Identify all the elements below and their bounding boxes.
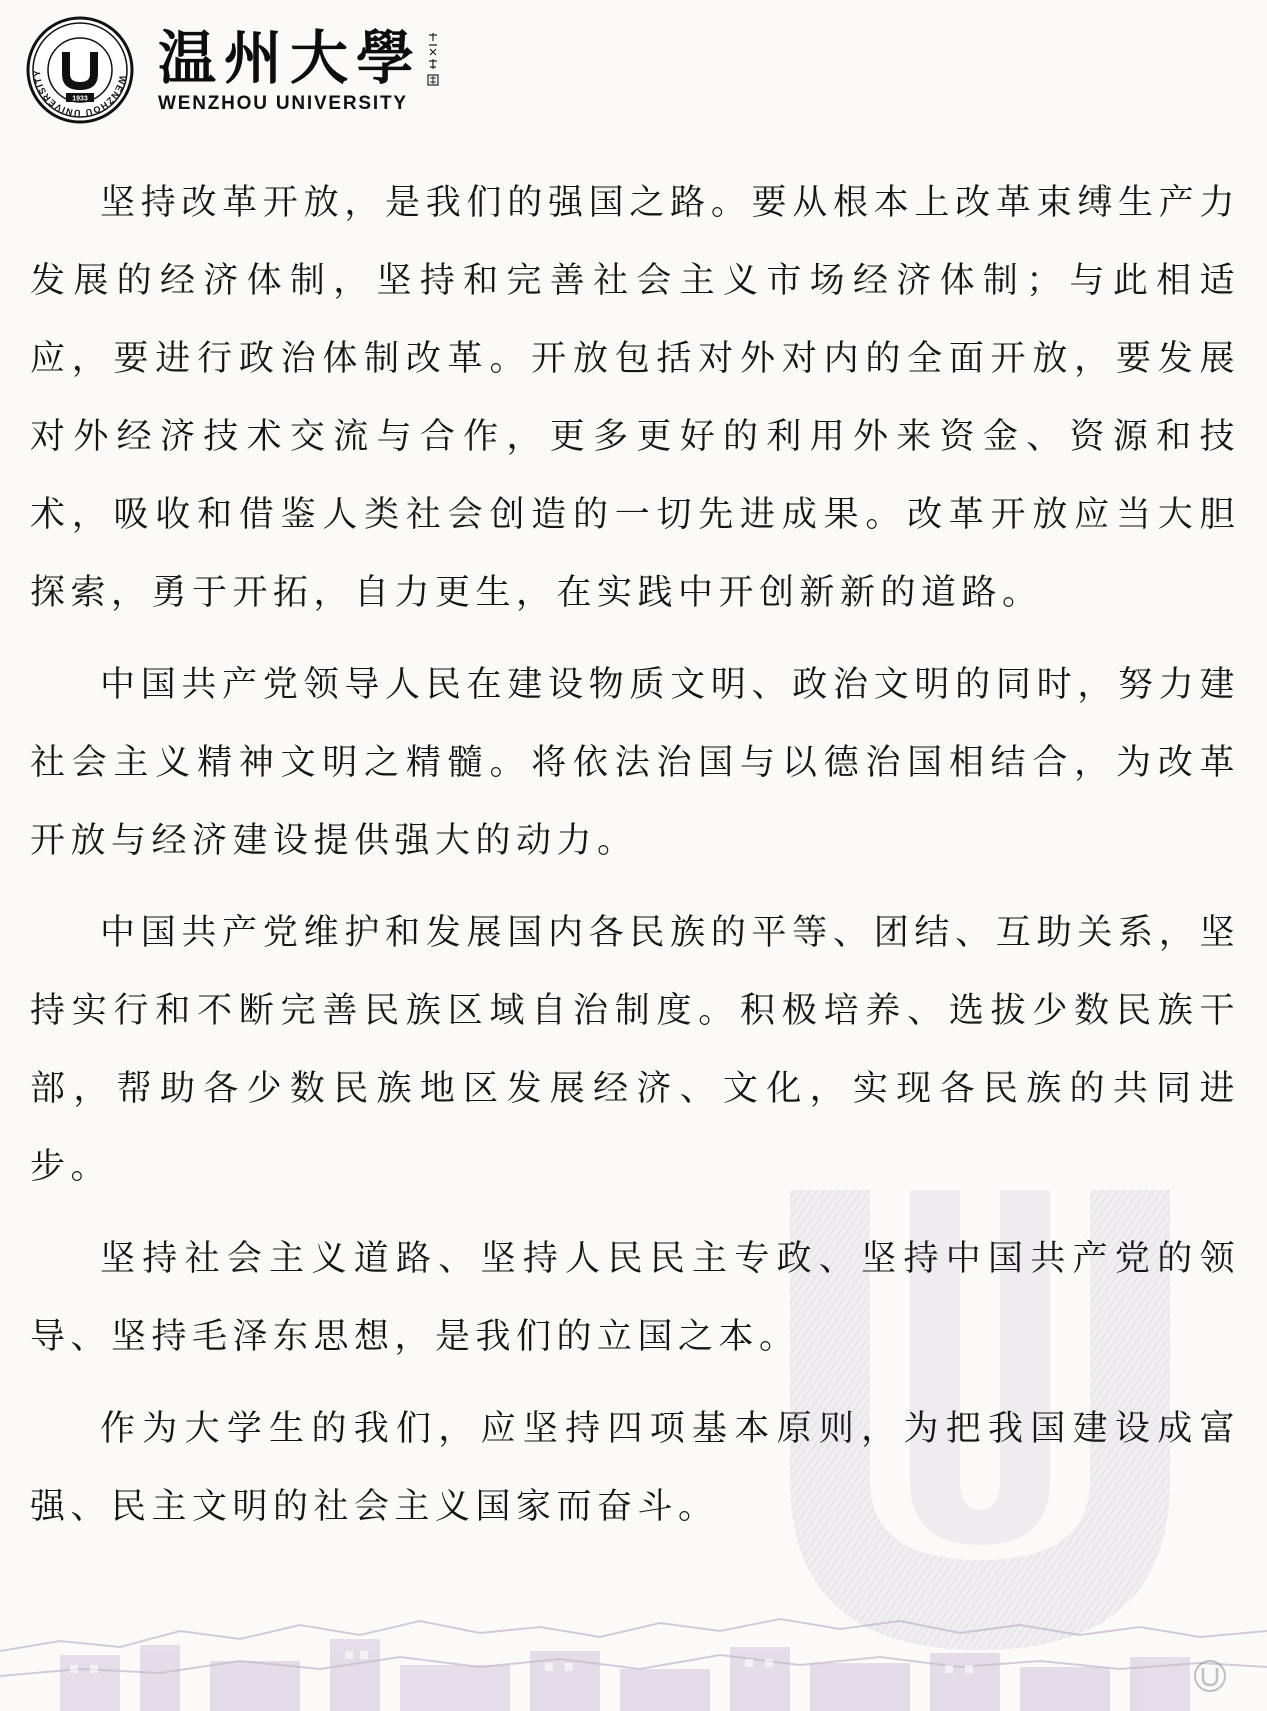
essay-paragraph: 中国共产党维护和发展国内各民族的平等、团结、互助关系，坚持实行和不断完善民族区域自治制度。积极培养、选拔少数民族干部，帮助各少数民族地区发展经济、文化，实现各民族的共同进步。 xyxy=(30,913,1240,1187)
campus-skyline-illustration xyxy=(0,1581,1267,1711)
bottom-watermark xyxy=(1193,1659,1227,1693)
letterhead xyxy=(26,20,440,120)
university-name-en: WENZHOU UNIVERSITY xyxy=(158,93,408,114)
essay-body xyxy=(30,164,1240,1560)
calligrapher-signature-icon xyxy=(426,31,440,89)
essay-paragraph: 坚持社会主义道路、坚持人民民主专政、坚持中国共产党的领导、坚持毛泽东思想，是我们的立国之本。 xyxy=(30,1239,1240,1357)
svg-text:1933: 1933 xyxy=(72,95,88,103)
university-seal-icon xyxy=(26,16,134,124)
watermark-logo-icon xyxy=(1193,1659,1227,1693)
university-name-cn: 温州大學 xyxy=(158,24,423,92)
university-name-block xyxy=(158,25,440,115)
svg-text:WENZHOU UNIVERSITY: WENZHOU UNIVERSITY xyxy=(31,69,128,119)
essay-paragraph: 坚持改革开放，是我们的强国之路。要从根本上改革束缚生产力发展的经济体制，坚持和完善社会主义市场经济体制；与此相适应，要进行政治体制改革。开放包括对外对内的全面开放，要发展对外经济技术交流与合作，更多更好的利用外来资金、资源和技术，吸收和借鉴人类社会创造的一切先进成果。改革开放应当大胆探索，勇于开拓，自力更生，在实践中开创新新的道路。 xyxy=(30,183,1240,613)
essay-paragraph: 作为大学生的我们，应坚持四项基本原则，为把我国建设成富强、民主文明的社会主义国家而奋斗。 xyxy=(30,1409,1240,1527)
essay-paragraph: 中国共产党领导人民在建设物质文明、政治文明的同时，努力建社会主义精神文明之精髓。将依法治国与以德治国相结合，为改革开放与经济建设提供强大的动力。 xyxy=(30,665,1240,861)
